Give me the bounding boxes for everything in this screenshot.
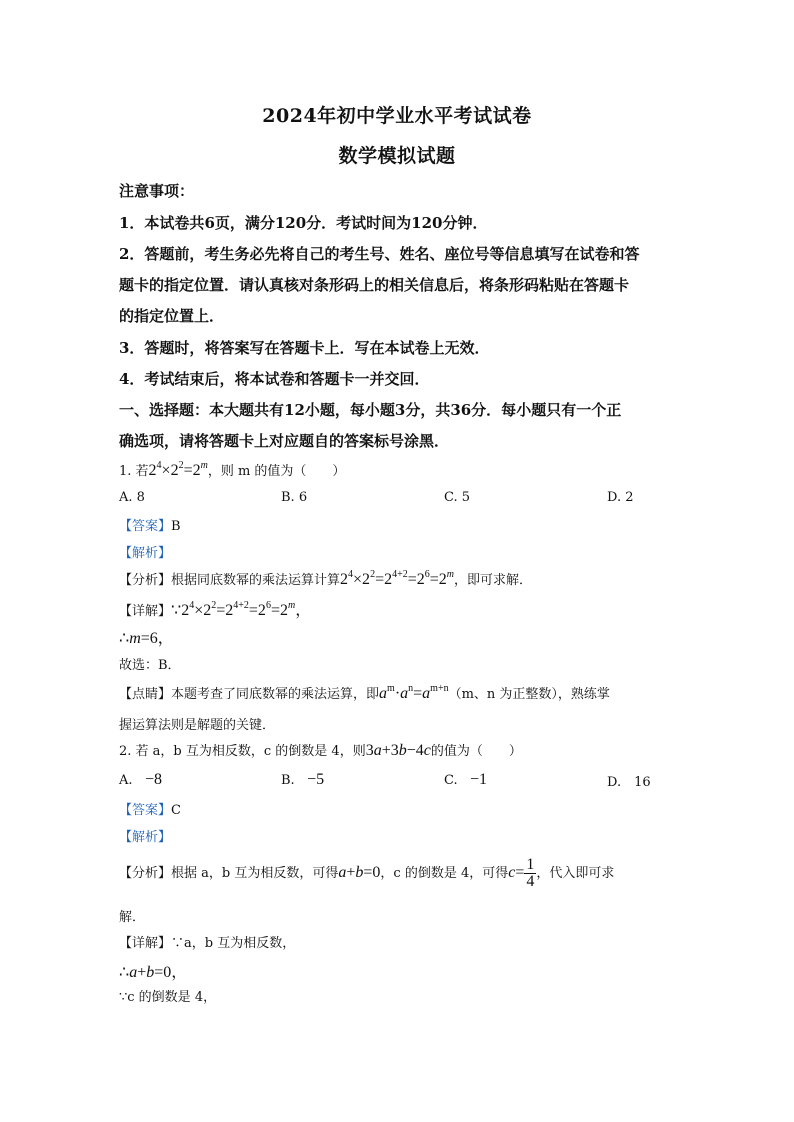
q2-expression: 3a+3b−4c — [365, 742, 431, 759]
q1-therefore — [119, 625, 174, 648]
notice-item-3: 3．答题时，将答案写在答题卡上．写在本试卷上无效． — [119, 339, 490, 357]
analysis-text: 根据同底数幂的乘法运算计算 — [171, 573, 341, 588]
q1-detail — [119, 597, 311, 620]
q1-result: m=6， — [129, 630, 174, 647]
option-letter: A. — [119, 773, 133, 788]
option-letter: B. — [281, 773, 295, 788]
notice-heading: 注意事项： — [119, 182, 195, 200]
option-value: −1 — [470, 771, 488, 788]
q1-equation: $2^4\times 2^2=2^m$ — [148, 460, 208, 479]
section-heading: 一、选择题：本大题共有12小题，每小题3分，共36分．每小题只有一个正 — [119, 401, 622, 419]
q2-detail-3: ∵c 的倒数是 4， — [119, 990, 217, 1005]
detail-tag: 【详解】 — [119, 936, 172, 951]
comment-text: 本题考查了同底数幂的乘法运算，即 — [171, 687, 380, 702]
q1-comment-formula: $a^m\cdot a^n=a^{m+n}$ — [379, 683, 449, 702]
question-1-prefix: 1. 若 — [119, 464, 149, 479]
q2-analysis-eq2: c= — [508, 864, 525, 881]
q2-answer — [119, 799, 181, 818]
q2-analysis-cont: 解． — [119, 910, 146, 925]
question-2-prefix: 2. 若 a，b 互为相反数，c 的倒数是 4，则 — [119, 744, 366, 759]
therefore-symbol: ∴ — [119, 964, 130, 981]
notice-item-2-end: 的指定位置上． — [119, 307, 225, 325]
answer-tag: 【答案】 — [119, 803, 172, 818]
answer-tag: 【答案】 — [119, 519, 172, 534]
question-2-suffix: 的值为（ ） — [430, 744, 522, 759]
section-heading-cont: 确选项，请将答题卡上对应题自的答案标号涂黑． — [119, 432, 450, 450]
analysis-text-end: ，代入即可求 — [536, 866, 615, 881]
answer-value: C — [171, 803, 181, 818]
q1-option-c: C. 5 — [444, 490, 471, 505]
detail-tag: 【详解】 — [119, 604, 172, 619]
option-value: −8 — [144, 771, 162, 788]
comment-tag: 【点睛】 — [119, 687, 172, 702]
question-2 — [119, 740, 522, 760]
q1-comment — [119, 683, 610, 703]
analysis-text: 根据 a，b 互为相反数，可得 — [171, 866, 339, 881]
q2-option-c — [444, 771, 487, 789]
q2-analysis — [119, 857, 614, 890]
q1-option-a: A. 8 — [119, 490, 145, 505]
analysis-text-mid: ，c 的倒数是 4，可得 — [380, 866, 509, 881]
q2-jiexi: 【解析】 — [119, 830, 172, 845]
q2-detail — [119, 932, 295, 951]
option-value: −5 — [307, 771, 325, 788]
notice-item-4: 4．考试结束后，将本试卷和答题卡一并交回． — [119, 370, 430, 388]
question-1 — [119, 460, 345, 480]
q1-choice: 故选：B． — [119, 658, 181, 673]
fraction-one-quarter: $\frac{1}{4}$ — [526, 856, 535, 890]
detail-text: ∵a，b 互为相反数， — [171, 936, 296, 951]
analysis-text-end: ，即可求解． — [454, 573, 533, 588]
question-1-suffix: ，则 m 的值为（ ） — [207, 464, 346, 479]
q2-result: a+b=0， — [129, 964, 188, 981]
comment-text-end: （m、n 为正整数），熟练掌 — [448, 687, 610, 702]
q1-detail-equation: $\because 2^4\times 2^2=2^{4+2}=2^6=2^m$， — [171, 600, 312, 619]
therefore-symbol: ∴ — [119, 630, 130, 647]
analysis-tag: 【分析】 — [119, 866, 172, 881]
option-letter: C. — [444, 773, 458, 788]
exam-title: 2024年初中学业水平考试试卷 — [262, 105, 532, 127]
q1-analysis-equation: $2^4\times 2^2=2^{4+2}=2^6=2^m$ — [340, 569, 455, 588]
q1-option-b: B. 6 — [281, 490, 308, 505]
q1-jiexi: 【解析】 — [119, 546, 172, 561]
answer-value: B — [171, 519, 181, 534]
q2-option-d: D. 16 — [607, 775, 651, 790]
q1-option-d: D. 2 — [607, 490, 634, 505]
q1-answer — [119, 515, 181, 534]
q1-comment-cont: 握运算法则是解题的关键． — [119, 718, 276, 733]
q2-option-b — [281, 771, 324, 789]
exam-subtitle: 数学模拟试题 — [338, 145, 456, 167]
analysis-tag: 【分析】 — [119, 573, 172, 588]
q2-option-a — [119, 771, 162, 789]
q1-analysis — [119, 569, 532, 589]
q2-therefore — [119, 959, 187, 982]
q2-analysis-eq1: a+b=0 — [338, 864, 381, 881]
notice-item-2-cont: 题卡的指定位置．请认真核对条形码上的相关信息后，将条形码粘贴在答题卡 — [119, 276, 630, 294]
notice-item-2: 2．答题前，考生务必先将自己的考生号、姓名、座位号等信息填写在试卷和答 — [119, 245, 640, 263]
notice-item-1: 1．本试卷共6页，满分120分．考试时间为120分钟． — [119, 214, 488, 232]
